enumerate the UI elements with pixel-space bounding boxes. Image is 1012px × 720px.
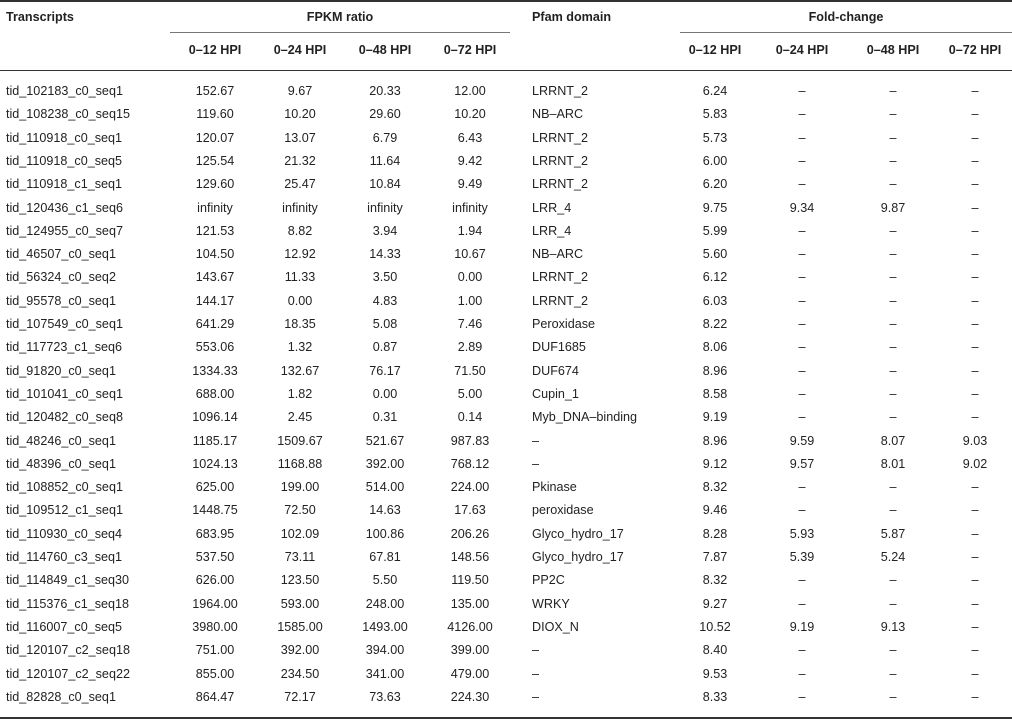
cell-pfam: Peroxidase xyxy=(532,317,596,331)
cell-transcript: tid_120436_c1_seq6 xyxy=(6,201,123,215)
cell-fold-48: – xyxy=(889,84,897,98)
cell-fpkm-72: 399.00 xyxy=(450,643,490,657)
cell-fpkm-48: 14.33 xyxy=(369,247,401,261)
cell-fold-24: – xyxy=(798,503,806,517)
cell-transcript: tid_82828_c0_seq1 xyxy=(6,690,116,704)
cell-fold-12: 8.33 xyxy=(702,690,728,704)
cell-pfam: LRRNT_2 xyxy=(532,294,588,308)
cell-fpkm-24: 2.45 xyxy=(287,410,313,424)
cell-fold-48: – xyxy=(889,247,897,261)
cell-fold-72: – xyxy=(971,364,979,378)
subheader-fold-12: 0–12 HPI xyxy=(688,43,742,57)
cell-fold-72: – xyxy=(971,107,979,121)
cell-fpkm-24: 1168.88 xyxy=(277,457,323,471)
cell-transcript: tid_110918_c0_seq1 xyxy=(6,131,123,145)
cell-fpkm-12: 553.06 xyxy=(195,340,235,354)
cell-fpkm-12: 3980.00 xyxy=(192,620,238,634)
cell-fpkm-48: 1493.00 xyxy=(362,620,408,634)
cell-fpkm-12: 683.95 xyxy=(195,527,235,541)
cell-fold-24: – xyxy=(798,643,806,657)
cell-fpkm-48: 14.63 xyxy=(369,503,401,517)
cell-fold-12: 9.19 xyxy=(702,410,728,424)
subheader-fold-24: 0–24 HPI xyxy=(775,43,829,57)
cell-fold-24: – xyxy=(798,270,806,284)
cell-fold-72: – xyxy=(971,84,979,98)
cell-fpkm-24: 25.47 xyxy=(284,177,316,191)
header-transcripts: Transcripts xyxy=(6,10,74,24)
cell-transcript: tid_120107_c2_seq22 xyxy=(6,667,130,681)
cell-fold-72: – xyxy=(971,527,979,541)
cell-transcript: tid_120107_c2_seq18 xyxy=(6,643,130,657)
cell-fpkm-72: 119.50 xyxy=(451,573,489,587)
subheader-fpkm-24: 0–24 HPI xyxy=(273,43,327,57)
cell-pfam: Cupin_1 xyxy=(532,387,579,401)
cell-fold-24: – xyxy=(798,247,806,261)
cell-fpkm-72: 224.30 xyxy=(450,690,490,704)
cell-fpkm-48: 20.33 xyxy=(369,84,401,98)
header-rule xyxy=(0,70,1012,71)
cell-fpkm-72: 135.00 xyxy=(450,597,490,611)
cell-fold-48: – xyxy=(889,480,897,494)
cell-fpkm-12: 120.07 xyxy=(195,131,235,145)
cell-transcript: tid_91820_c0_seq1 xyxy=(6,364,116,378)
cell-fpkm-48: 100.86 xyxy=(365,527,405,541)
cell-fpkm-24: 8.82 xyxy=(287,224,313,238)
cell-fpkm-12: 125.54 xyxy=(195,154,235,168)
cell-fpkm-12: 626.00 xyxy=(195,573,235,587)
cell-pfam: NB–ARC xyxy=(532,247,584,261)
cell-fpkm-24: 102.09 xyxy=(280,527,320,541)
cell-fpkm-48: 76.17 xyxy=(369,364,401,378)
cell-fpkm-72: 1.94 xyxy=(457,224,483,238)
cell-fold-72: – xyxy=(971,224,979,238)
cell-transcript: tid_124955_c0_seq7 xyxy=(6,224,123,238)
cell-fpkm-12: 625.00 xyxy=(195,480,235,494)
cell-fold-48: – xyxy=(889,154,897,168)
cell-transcript: tid_114760_c3_seq1 xyxy=(6,550,123,564)
cell-fpkm-12: 641.29 xyxy=(195,317,235,331)
cell-fpkm-12: 1185.17 xyxy=(192,434,238,448)
cell-pfam: NB–ARC xyxy=(532,107,584,121)
cell-fold-48: 5.87 xyxy=(880,527,906,541)
cell-fold-72: – xyxy=(971,247,979,261)
cell-fpkm-72: 0.00 xyxy=(457,270,483,284)
cell-pfam: Pkinase xyxy=(532,480,577,494)
cell-fold-24: – xyxy=(798,690,806,704)
cell-transcript: tid_108852_c0_seq1 xyxy=(6,480,123,494)
cell-fpkm-12: 537.50 xyxy=(195,550,235,564)
cell-fpkm-12: infinity xyxy=(197,201,233,215)
cell-fold-12: 6.03 xyxy=(702,294,728,308)
cell-transcript: tid_102183_c0_seq1 xyxy=(6,84,123,98)
cell-fold-12: 8.96 xyxy=(702,364,728,378)
cell-transcript: tid_101041_c0_seq1 xyxy=(6,387,123,401)
cell-fold-12: 8.40 xyxy=(702,643,728,657)
cell-fold-24: 5.93 xyxy=(789,527,815,541)
cell-fpkm-24: 12.92 xyxy=(284,247,316,261)
cell-fold-72: – xyxy=(971,690,979,704)
cell-pfam: – xyxy=(532,643,540,657)
cell-fold-48: 8.01 xyxy=(880,457,906,471)
cell-transcript: tid_120482_c0_seq8 xyxy=(6,410,123,424)
cell-fold-72: – xyxy=(971,550,979,564)
cell-fold-72: – xyxy=(971,387,979,401)
cell-fold-48: – xyxy=(889,131,897,145)
cell-fpkm-72: 9.49 xyxy=(457,177,483,191)
cell-fpkm-72: 987.83 xyxy=(450,434,490,448)
cell-fpkm-12: 129.60 xyxy=(195,177,235,191)
cell-fpkm-48: 514.00 xyxy=(365,480,405,494)
cell-fold-72: – xyxy=(971,667,979,681)
cell-fpkm-12: 1964.00 xyxy=(192,597,238,611)
cell-pfam: – xyxy=(532,690,540,704)
cell-fold-48: – xyxy=(889,270,897,284)
cell-pfam: LRR_4 xyxy=(532,224,572,238)
cell-fold-72: – xyxy=(971,270,979,284)
cell-fold-24: – xyxy=(798,340,806,354)
cell-fpkm-48: 341.00 xyxy=(365,667,405,681)
cell-fpkm-24: 10.20 xyxy=(284,107,316,121)
cell-fpkm-72: infinity xyxy=(452,201,488,215)
cell-fold-12: 9.53 xyxy=(702,667,728,681)
cell-fold-72: – xyxy=(971,597,979,611)
cell-fpkm-72: 9.42 xyxy=(457,154,483,168)
subheader-fpkm-48: 0–48 HPI xyxy=(358,43,412,57)
cell-fpkm-48: 0.87 xyxy=(372,340,398,354)
top-rule xyxy=(0,0,1012,2)
cell-fold-72: 9.03 xyxy=(962,434,988,448)
cell-fold-12: 9.75 xyxy=(702,201,728,215)
cell-transcript: tid_116007_c0_seq5 xyxy=(6,620,123,634)
cell-transcript: tid_107549_c0_seq1 xyxy=(6,317,123,331)
cell-fpkm-72: 224.00 xyxy=(450,480,490,494)
cell-transcript: tid_46507_c0_seq1 xyxy=(6,247,116,261)
cell-pfam: LRRNT_2 xyxy=(532,177,588,191)
cell-fpkm-48: 6.79 xyxy=(372,131,398,145)
cell-fpkm-24: 11.33 xyxy=(284,270,316,284)
cell-fpkm-72: 7.46 xyxy=(457,317,483,331)
cell-fpkm-24: 132.67 xyxy=(280,364,320,378)
cell-fpkm-24: 392.00 xyxy=(280,643,320,657)
cell-fpkm-72: 10.20 xyxy=(454,107,486,121)
cell-fold-72: – xyxy=(971,410,979,424)
bottom-rule xyxy=(0,717,1012,719)
cell-fpkm-48: 73.63 xyxy=(369,690,401,704)
cell-fpkm-48: 3.94 xyxy=(372,224,398,238)
cell-fold-24: – xyxy=(798,667,806,681)
cell-fold-12: 6.20 xyxy=(702,177,728,191)
cell-fold-12: 5.99 xyxy=(702,224,728,238)
cell-fpkm-72: 12.00 xyxy=(454,84,486,98)
cell-pfam: DUF1685 xyxy=(532,340,586,354)
cell-pfam: Glyco_hydro_17 xyxy=(532,527,624,541)
cell-fold-72: – xyxy=(971,131,979,145)
header-fpkm-ratio: FPKM ratio xyxy=(306,10,374,24)
cell-fpkm-48: 67.81 xyxy=(369,550,401,564)
cell-fold-72: – xyxy=(971,573,979,587)
cell-fold-24: – xyxy=(798,410,806,424)
cell-fpkm-24: 0.00 xyxy=(287,294,313,308)
cell-fpkm-24: 73.11 xyxy=(284,550,316,564)
cell-fold-48: – xyxy=(889,690,897,704)
cell-fold-48: – xyxy=(889,317,897,331)
cell-fold-24: – xyxy=(798,364,806,378)
cell-fold-48: – xyxy=(889,573,897,587)
cell-fold-72: – xyxy=(971,480,979,494)
cell-fpkm-48: 0.00 xyxy=(372,387,398,401)
cell-fpkm-72: 5.00 xyxy=(457,387,483,401)
cell-fpkm-12: 144.17 xyxy=(195,294,235,308)
cell-fold-72: – xyxy=(971,154,979,168)
cell-fpkm-12: 1024.13 xyxy=(192,457,238,471)
cell-fold-48: – xyxy=(889,340,897,354)
cell-pfam: Myb_DNA–binding xyxy=(532,410,638,424)
fold-change-group-rule xyxy=(680,32,1012,33)
cell-fpkm-12: 751.00 xyxy=(195,643,235,657)
cell-fpkm-24: 1509.67 xyxy=(277,434,323,448)
cell-fold-72: – xyxy=(971,620,979,634)
cell-transcript: tid_114849_c1_seq30 xyxy=(6,573,130,587)
cell-fpkm-24: 1.32 xyxy=(287,340,313,354)
cell-fpkm-12: 104.50 xyxy=(195,247,235,261)
cell-pfam: DIOX_N xyxy=(532,620,579,634)
cell-pfam: – xyxy=(532,434,540,448)
cell-fpkm-72: 479.00 xyxy=(450,667,490,681)
cell-transcript: tid_110918_c0_seq5 xyxy=(6,154,123,168)
cell-fpkm-24: 18.35 xyxy=(284,317,316,331)
cell-fold-48: 5.24 xyxy=(880,550,906,564)
cell-fold-48: – xyxy=(889,643,897,657)
cell-fold-12: 8.96 xyxy=(702,434,728,448)
cell-fold-48: – xyxy=(889,177,897,191)
cell-fold-24: – xyxy=(798,294,806,308)
cell-fold-12: 9.12 xyxy=(702,457,728,471)
cell-fold-12: 6.24 xyxy=(702,84,728,98)
cell-fpkm-48: 392.00 xyxy=(365,457,405,471)
cell-fold-72: – xyxy=(971,340,979,354)
cell-fold-12: 5.83 xyxy=(702,107,728,121)
cell-transcript: tid_110918_c1_seq1 xyxy=(6,177,123,191)
cell-fold-12: 8.22 xyxy=(702,317,728,331)
cell-fold-72: – xyxy=(971,294,979,308)
cell-fold-24: – xyxy=(798,224,806,238)
cell-fpkm-24: 123.50 xyxy=(280,573,320,587)
cell-transcript: tid_108238_c0_seq15 xyxy=(6,107,130,121)
cell-fpkm-12: 1448.75 xyxy=(192,503,238,517)
cell-fold-48: – xyxy=(889,503,897,517)
cell-fold-24: – xyxy=(798,131,806,145)
cell-fpkm-12: 864.47 xyxy=(195,690,235,704)
cell-fpkm-24: 199.00 xyxy=(280,480,320,494)
cell-pfam: PP2C xyxy=(532,573,565,587)
cell-fold-72: – xyxy=(971,201,979,215)
cell-fpkm-72: 768.12 xyxy=(450,457,490,471)
cell-fpkm-12: 855.00 xyxy=(195,667,235,681)
cell-transcript: tid_115376_c1_seq18 xyxy=(6,597,130,611)
cell-fpkm-48: 5.50 xyxy=(372,573,398,587)
subheader-fold-48: 0–48 HPI xyxy=(866,43,920,57)
cell-pfam: LRRNT_2 xyxy=(532,84,588,98)
header-fold-change: Fold-change xyxy=(808,10,884,24)
cell-fold-12: 6.00 xyxy=(702,154,728,168)
cell-fold-48: – xyxy=(889,410,897,424)
cell-fold-12: 8.06 xyxy=(702,340,728,354)
cell-fold-12: 9.46 xyxy=(702,503,728,517)
cell-fpkm-48: 29.60 xyxy=(369,107,401,121)
subheader-fpkm-72: 0–72 HPI xyxy=(443,43,497,57)
cell-fold-24: 9.19 xyxy=(789,620,815,634)
cell-fpkm-24: 9.67 xyxy=(287,84,313,98)
cell-fold-24: – xyxy=(798,154,806,168)
cell-fpkm-24: 72.50 xyxy=(284,503,316,517)
subheader-fpkm-12: 0–12 HPI xyxy=(188,43,242,57)
cell-fpkm-72: 1.00 xyxy=(457,294,483,308)
cell-fold-24: – xyxy=(798,480,806,494)
cell-fpkm-12: 119.60 xyxy=(196,107,234,121)
fpkm-group-rule xyxy=(170,32,510,33)
cell-fold-24: – xyxy=(798,177,806,191)
cell-fold-24: – xyxy=(798,107,806,121)
cell-fpkm-24: 13.07 xyxy=(284,131,316,145)
cell-fpkm-48: 248.00 xyxy=(365,597,405,611)
cell-fold-48: 9.87 xyxy=(880,201,906,215)
cell-fold-72: – xyxy=(971,643,979,657)
cell-fold-48: 8.07 xyxy=(880,434,906,448)
cell-fold-48: 9.13 xyxy=(880,620,906,634)
cell-fpkm-72: 206.26 xyxy=(450,527,490,541)
cell-fpkm-24: infinity xyxy=(282,201,318,215)
cell-transcript: tid_117723_c1_seq6 xyxy=(6,340,123,354)
cell-fpkm-72: 0.14 xyxy=(457,410,483,424)
cell-fold-12: 9.27 xyxy=(702,597,728,611)
cell-fold-48: – xyxy=(889,667,897,681)
cell-fpkm-72: 17.63 xyxy=(454,503,486,517)
cell-fpkm-72: 71.50 xyxy=(454,364,486,378)
cell-fold-48: – xyxy=(889,224,897,238)
cell-fold-72: 9.02 xyxy=(962,457,988,471)
cell-fold-48: – xyxy=(889,107,897,121)
cell-fpkm-48: 5.08 xyxy=(372,317,398,331)
cell-fold-12: 5.73 xyxy=(702,131,728,145)
cell-fpkm-48: 521.67 xyxy=(365,434,405,448)
cell-pfam: DUF674 xyxy=(532,364,579,378)
cell-fold-24: – xyxy=(798,387,806,401)
cell-pfam: LRRNT_2 xyxy=(532,270,588,284)
cell-fold-48: – xyxy=(889,597,897,611)
cell-fpkm-12: 1096.14 xyxy=(192,410,238,424)
cell-fpkm-24: 234.50 xyxy=(280,667,320,681)
cell-fpkm-24: 593.00 xyxy=(280,597,320,611)
cell-pfam: LRRNT_2 xyxy=(532,154,588,168)
cell-transcript: tid_48246_c0_seq1 xyxy=(6,434,116,448)
cell-fpkm-48: 3.50 xyxy=(372,270,398,284)
cell-fold-12: 10.52 xyxy=(699,620,731,634)
cell-fpkm-24: 1.82 xyxy=(287,387,313,401)
cell-fold-24: 9.59 xyxy=(789,434,815,448)
subheader-fold-72: 0–72 HPI xyxy=(948,43,1002,57)
cell-fold-12: 8.58 xyxy=(702,387,728,401)
cell-fold-24: – xyxy=(798,573,806,587)
cell-pfam: WRKY xyxy=(532,597,570,611)
cell-fpkm-12: 152.67 xyxy=(195,84,235,98)
cell-fold-72: – xyxy=(971,177,979,191)
cell-fpkm-48: 0.31 xyxy=(372,410,398,424)
cell-fold-72: – xyxy=(971,503,979,517)
cell-fpkm-48: 10.84 xyxy=(369,177,401,191)
cell-fold-72: – xyxy=(971,317,979,331)
cell-fold-48: – xyxy=(889,294,897,308)
cell-fold-24: – xyxy=(798,84,806,98)
cell-fpkm-48: 4.83 xyxy=(372,294,398,308)
cell-fold-24: 9.57 xyxy=(789,457,815,471)
cell-fold-48: – xyxy=(889,387,897,401)
cell-pfam: – xyxy=(532,667,540,681)
cell-fpkm-72: 6.43 xyxy=(457,131,483,145)
header-pfam-domain: Pfam domain xyxy=(532,10,612,24)
cell-fold-24: 5.39 xyxy=(789,550,815,564)
cell-fpkm-48: infinity xyxy=(367,201,403,215)
cell-fpkm-48: 394.00 xyxy=(365,643,405,657)
cell-pfam: peroxidase xyxy=(532,503,594,517)
cell-pfam: LRR_4 xyxy=(532,201,572,215)
cell-fold-24: – xyxy=(798,317,806,331)
cell-fpkm-72: 4126.00 xyxy=(447,620,493,634)
cell-fpkm-72: 10.67 xyxy=(454,247,486,261)
cell-transcript: tid_110930_c0_seq4 xyxy=(6,527,123,541)
cell-pfam: LRRNT_2 xyxy=(532,131,588,145)
cell-fpkm-48: 11.64 xyxy=(369,154,401,168)
cell-fold-12: 8.32 xyxy=(702,573,728,587)
cell-fpkm-24: 21.32 xyxy=(284,154,316,168)
cell-fold-12: 6.12 xyxy=(702,270,728,284)
cell-fpkm-24: 1585.00 xyxy=(277,620,323,634)
cell-fpkm-12: 121.53 xyxy=(195,224,235,238)
cell-transcript: tid_56324_c0_seq2 xyxy=(6,270,116,284)
cell-fpkm-72: 2.89 xyxy=(457,340,483,354)
cell-fpkm-72: 148.56 xyxy=(450,550,490,564)
cell-fold-12: 7.87 xyxy=(702,550,728,564)
cell-transcript: tid_48396_c0_seq1 xyxy=(6,457,116,471)
cell-fold-12: 8.28 xyxy=(702,527,728,541)
cell-fold-12: 8.32 xyxy=(702,480,728,494)
cell-transcript: tid_109512_c1_seq1 xyxy=(6,503,123,517)
cell-fpkm-24: 72.17 xyxy=(284,690,316,704)
cell-fpkm-12: 688.00 xyxy=(195,387,235,401)
cell-fold-48: – xyxy=(889,364,897,378)
cell-pfam: – xyxy=(532,457,540,471)
cell-fold-12: 5.60 xyxy=(702,247,728,261)
cell-fpkm-12: 143.67 xyxy=(195,270,235,284)
cell-fold-24: – xyxy=(798,597,806,611)
cell-transcript: tid_95578_c0_seq1 xyxy=(6,294,116,308)
cell-fpkm-12: 1334.33 xyxy=(192,364,238,378)
cell-fold-24: 9.34 xyxy=(789,201,815,215)
cell-pfam: Glyco_hydro_17 xyxy=(532,550,624,564)
